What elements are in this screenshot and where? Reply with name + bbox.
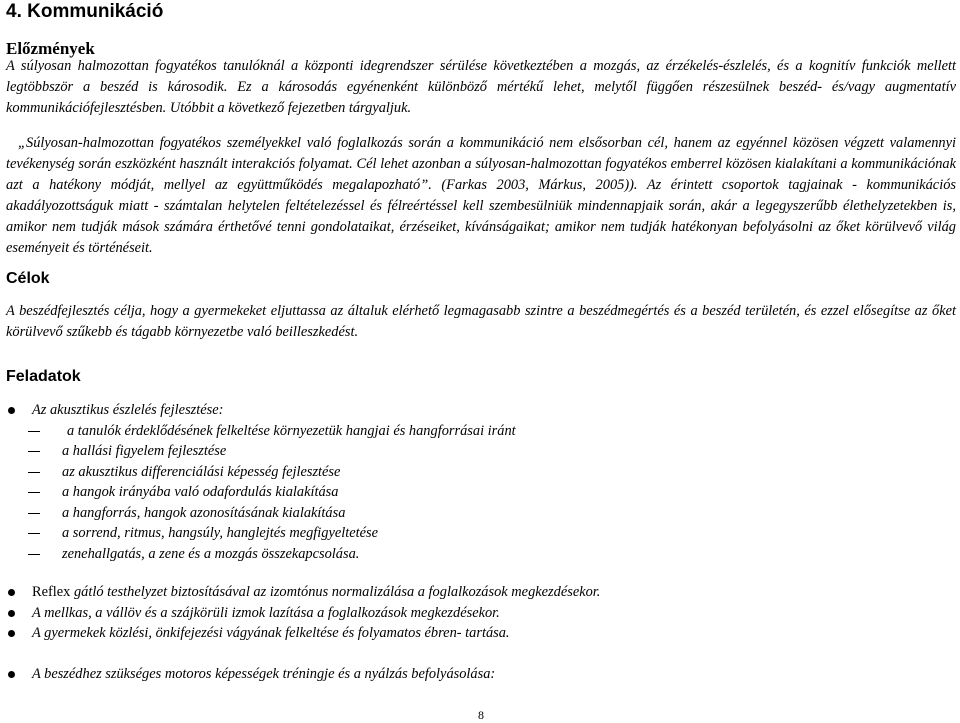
feladatok-list-acoustic bbox=[6, 400, 956, 564]
section-heading-feladatok: Feladatok bbox=[6, 368, 81, 385]
dash-item bbox=[6, 441, 956, 462]
dash-list bbox=[6, 421, 956, 565]
bullet-icon bbox=[8, 630, 15, 637]
dash-item bbox=[6, 544, 956, 565]
dash-icon bbox=[28, 492, 40, 493]
dash-item-text: a hangforrás, hangok azonosításának kialakítása bbox=[62, 504, 346, 521]
document-page bbox=[6, 0, 956, 682]
bullet-text: A gyermekek közlési, önkifejezési vágyának felkeltése és folyamatos ébren- tartása. bbox=[32, 625, 510, 641]
dash-item-text: a hangok irányába való odafordulás kialakítása bbox=[62, 484, 339, 500]
section-heading-elozmenyek: Előzmények bbox=[6, 39, 95, 58]
bullet-text: A beszédhez szükséges motoros képességek tréningje és a nyálzás befolyásolása: bbox=[32, 666, 496, 682]
feladatok-list-preparation bbox=[6, 582, 956, 644]
bullet-icon bbox=[8, 671, 15, 678]
elozmenyek-paragraph-1: A súlyosan halmozottan fogyatékos tanulóknál a központi idegrendszer sérülése következtében a mozgás, az érzékelés-észlelés, és a kognitív funkciók mellett legtöbbször a beszéd is károsodik. Ez a károsodás egyénenként különböző mértékű lehet, melytől függően részesülnek beszéd- és/vagy augmentatív kommunikációfejlesztésben. Utóbbit a következő fejezetben tárgyaljuk. bbox=[6, 58, 956, 116]
bullet-text: gátló testhelyzet biztosításával az izomtónus normalizálása a foglalkozások megkezdésekor. bbox=[73, 584, 601, 600]
dash-item-text: a sorrend, ritmus, hangsúly, hanglejtés megfigyeltetése bbox=[62, 525, 379, 541]
dash-item bbox=[6, 421, 956, 442]
feladatok-list-motor bbox=[6, 664, 956, 685]
elozmenyek-paragraph-2: „Súlyosan-halmozottan fogyatékos személyekkel való foglalkozás során a kommunikáció nem elsősorban cél, hanem az egyénnel közösen végzett valamennyi tevékenység során eszközként használt interakciós folyamat. Cél lehet azonban a súlyosan-halmozottan fogyatékos emberrel közösen kialakítani a kommunikációnak azt a hatékony módját, mellyel az együttműködés megalapozható”. (Farkas 2003, Márkus, 2005)). Az érintett csoportok tagjainak - kommunikációs akadályozottságuk miatt - számtalan helytelen feltételezéssel és félreértéssel kell szembesülniük mindennapjaik során, akár a legegyszerűbb élethelyzetekben is, amikor nem tudják mások számára érthetővé tenni gondolataikat, érzéseiket, kívánságaikat; amikor nem tudják hatékonyan befolyásolni az őket körülvevő világ eseményeit és történéseit. bbox=[6, 135, 956, 256]
bullet-icon bbox=[8, 407, 15, 414]
bullet-item-relaxation bbox=[6, 603, 956, 624]
dash-icon bbox=[28, 513, 40, 514]
bullet-item-reflex bbox=[6, 582, 956, 603]
bullet-item-communication-desire bbox=[6, 623, 956, 644]
dash-icon bbox=[28, 451, 40, 452]
dash-item bbox=[6, 482, 956, 503]
chapter-title: 4. Kommunikáció bbox=[6, 1, 164, 22]
bullet-prefix: Reflex bbox=[32, 584, 74, 600]
dash-icon bbox=[28, 472, 40, 473]
dash-item bbox=[6, 462, 956, 483]
dash-item-text: a tanulók érdeklődésének felkeltése környezetük hangjai és hangforrásai iránt bbox=[67, 422, 516, 439]
dash-item-text: a hallási figyelem fejlesztése bbox=[62, 443, 227, 459]
dash-icon bbox=[28, 431, 40, 432]
bullet-item-motor-training bbox=[6, 664, 956, 685]
section-heading-celok: Célok bbox=[6, 270, 50, 287]
celok-paragraph: A beszédfejlesztés célja, hogy a gyermekeket eljuttassa az általuk elérhető legmagasabb szintre a beszédmegértés és a beszéd területén, és ezzel elősegítse az őket körülvevő szűkebb és tágabb környezetbe való beilleszkedést. bbox=[6, 303, 956, 340]
bullet-icon bbox=[8, 589, 15, 596]
dash-item bbox=[6, 523, 956, 544]
bullet-text: A mellkas, a vállöv és a szájkörüli izmok lazítása a foglalkozások megkezdésekor. bbox=[32, 604, 500, 621]
bullet-item-acoustic bbox=[6, 400, 956, 564]
dash-item bbox=[6, 503, 956, 524]
bullet-icon bbox=[8, 610, 15, 617]
page-number: 8 bbox=[478, 708, 484, 722]
dash-icon bbox=[28, 554, 40, 555]
bullet-label: Az akusztikus észlelés fejlesztése: bbox=[32, 402, 224, 418]
dash-item-text: az akusztikus differenciálási képesség fejlesztése bbox=[62, 463, 341, 480]
dash-icon bbox=[28, 533, 40, 534]
dash-item-text: zenehallgatás, a zene és a mozgás összekapcsolása. bbox=[62, 545, 360, 562]
